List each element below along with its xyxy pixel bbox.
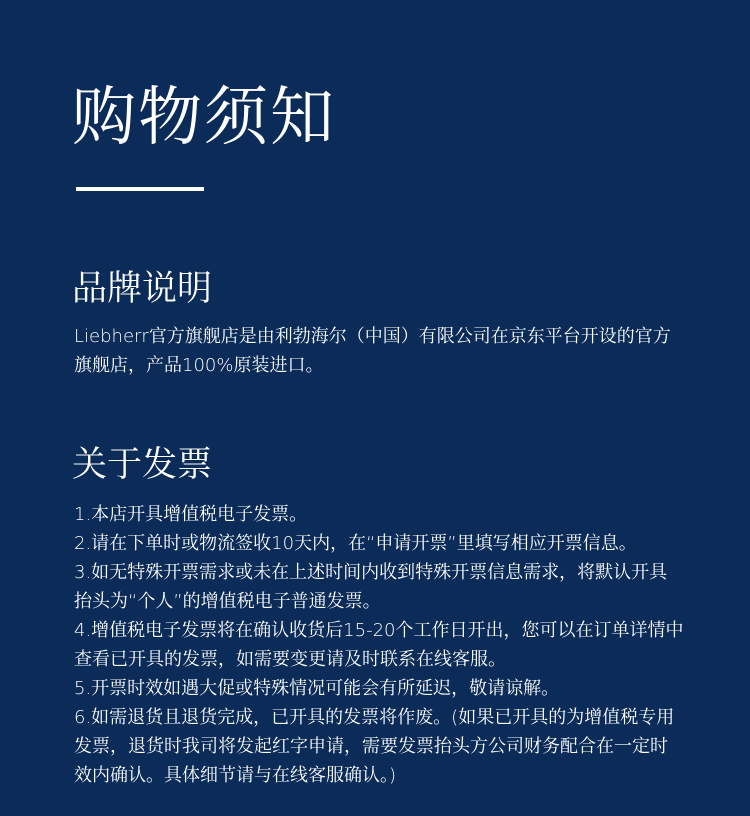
invoice-item-2: 2.请在下单时或物流签收10天内，在“申请开票”里填写相应开票信息。 (74, 533, 637, 554)
invoice-item-5: 5.开票时效如遇大促或特殊情况可能会有所延迟，敬请谅解。 (74, 678, 560, 699)
invoice-item-4: 4.增值税电子发票将在确认收货后15-20个工作日开出，您可以在订单详情中查看已开具的发票，如需要变更请及时联系在线客服。 (74, 620, 684, 670)
invoice-list (74, 500, 684, 790)
page-title: 购物须知 (72, 81, 336, 155)
brand-section-title: 品牌说明 (72, 269, 213, 309)
title-underline (76, 187, 204, 191)
invoice-item-1: 1.本店开具增值税电子发票。 (74, 504, 308, 525)
brand-description: Liebherr官方旗舰店是由利勃海尔（中国）有限公司在京东平台开设的官方旗舰店，产品100%原装进口。 (74, 326, 671, 376)
invoice-section-title: 关于发票 (72, 445, 213, 485)
invoice-item-3: 3.如无特殊开票需求或未在上述时间内收到特殊开票信息需求，将默认开具抬头为“个人”的增值税电子普通发票。 (74, 562, 668, 612)
invoice-item-6: 6.如需退货且退货完成，已开具的发票将作废。(如果已开具的为增值税专用发票，退货时我司将发起红字申请，需要发票抬头方公司财务配合在一定时效内确认。具体细节请与在线客服确认。) (74, 707, 675, 786)
